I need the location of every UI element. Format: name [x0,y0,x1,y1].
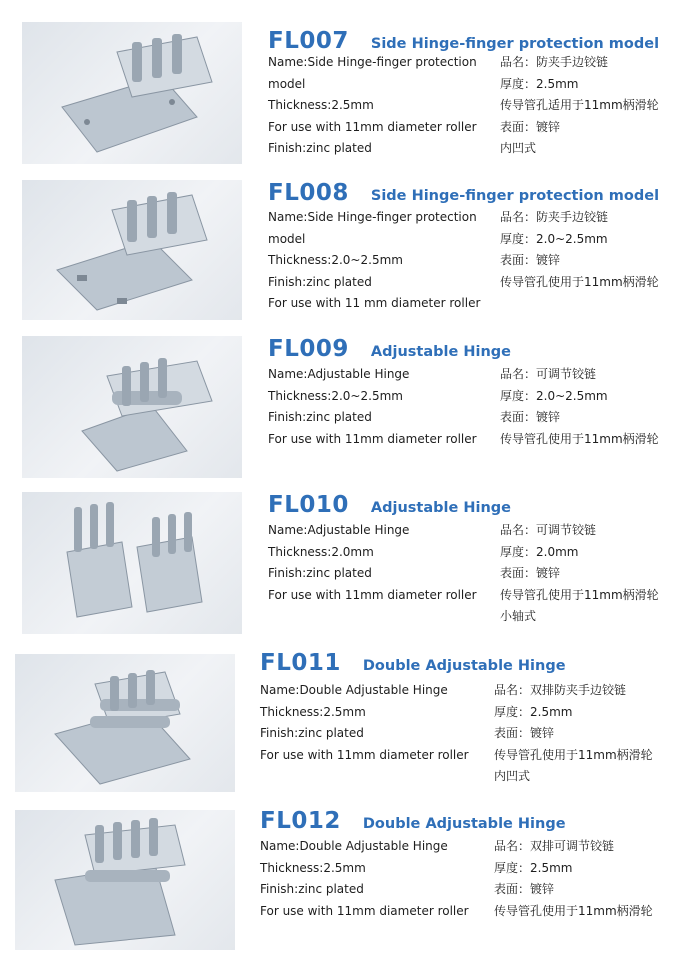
hinge-image [22,492,242,634]
product-title: Adjustable Hinge [370,344,512,360]
product-title: Double Adjustable Hinge [362,658,566,674]
spec-line: Name:Side Hinge-finger protection [268,210,477,224]
spec-line: 品名：防夹手边铰链 [500,210,609,224]
spec-line: For use with 11 mm diameter roller [268,296,481,310]
hinge-image [22,22,242,164]
spec-line: 表面：镀锌 [500,253,561,267]
spec-english [268,207,493,315]
spec-line: 厚度：2.0~2.5mm [500,231,608,246]
hinge-image [22,336,242,478]
product-photo [22,22,242,164]
product-code: FL009 [268,336,349,362]
spec-line: 小轴式 [500,609,537,623]
spec-line: Name:Adjustable Hinge [268,367,410,381]
product-code: FL010 [268,492,349,518]
product-title: Side Hinge-finger protection model [370,188,660,204]
hinge-image [15,654,235,792]
product-photo [22,180,242,320]
spec-line: For use with 11mm diameter roller [268,587,477,602]
spec-line: Finish:zinc plated [268,141,372,155]
spec-line: model [268,76,306,91]
spec-line: 传导管孔使用于11mm柄滑轮 [500,274,659,289]
spec-line: 传导管孔使用于11mm柄滑轮 [494,747,653,762]
spec-line: 品名：可调节铰链 [500,367,597,381]
spec-english [260,680,485,766]
spec-line: 内凹式 [494,769,531,783]
spec-line: 传导管孔使用于11mm柄滑轮 [494,903,653,918]
product-fl008 [0,170,700,320]
product-code: FL012 [260,808,341,834]
product-code: FL008 [268,180,349,206]
spec-chinese [494,680,653,788]
spec-line: 厚度：2.5mm [494,860,573,875]
spec-line: 传导管孔使用于11mm柄滑轮 [500,587,659,602]
spec-line: 品名：双排防夹手边铰链 [494,683,627,697]
spec-line: 品名：可调节铰链 [500,523,597,537]
spec-line: For use with 11mm diameter roller [260,747,469,762]
product-photo [15,810,235,950]
spec-line: Name:Side Hinge-finger protection [268,55,477,69]
spec-line: 表面：镀锌 [500,410,561,424]
spec-line: Finish:zinc plated [260,726,364,740]
spec-line: Thickness:2.5mm [260,860,366,875]
spec-line: Name:Double Adjustable Hinge [260,839,448,853]
spec-line: model [268,231,306,246]
product-fl010 [0,480,700,640]
spec-line: 品名：双排可调节铰链 [494,839,615,853]
spec-line: 品名：防夹手边铰链 [500,55,609,69]
spec-line: Finish:zinc plated [268,410,372,424]
spec-line: Name:Adjustable Hinge [268,523,410,537]
spec-line: Thickness:2.0~2.5mm [268,388,403,403]
product-title: Adjustable Hinge [370,500,512,516]
spec-line: 表面：镀锌 [500,119,561,134]
product-photo [22,492,242,634]
spec-line: 传导管孔使用于11mm柄滑轮 [500,431,659,446]
spec-english [268,52,493,160]
spec-line: 内凹式 [500,141,537,155]
product-fl007 [0,0,700,170]
spec-line: Thickness:2.5mm [260,704,366,719]
product-photo [15,654,235,792]
spec-line: For use with 11mm diameter roller [260,903,469,918]
spec-chinese [500,207,659,293]
spec-english [260,836,485,922]
product-fl011 [0,640,700,800]
hinge-image [22,180,242,320]
spec-english [268,364,493,450]
spec-line: For use with 11mm diameter roller [268,119,477,134]
product-title: Side Hinge-finger protection model [370,36,660,52]
spec-english [268,520,493,606]
spec-line: 表面：镀锌 [500,566,561,580]
spec-line: 厚度：2.0~2.5mm [500,388,608,403]
spec-line: Finish:zinc plated [260,882,364,896]
spec-line: 表面：镀锌 [494,882,555,896]
spec-line: Finish:zinc plated [268,274,372,289]
spec-line: For use with 11mm diameter roller [268,431,477,446]
spec-line: Thickness:2.0~2.5mm [268,253,403,267]
product-title: Double Adjustable Hinge [362,816,566,832]
product-code: FL011 [260,650,341,676]
hinge-image [15,810,235,950]
spec-line: Name:Double Adjustable Hinge [260,683,448,697]
spec-line: Thickness:2.5mm [268,98,374,112]
product-photo [22,336,242,478]
product-fl012 [0,800,700,957]
spec-chinese [494,836,653,922]
spec-line: 表面：镀锌 [494,726,555,740]
spec-line: 传导管孔适用于11mm柄滑轮 [500,98,659,112]
spec-line: 厚度：2.0mm [500,544,579,559]
spec-line: 厚度：2.5mm [500,76,579,91]
spec-line: 厚度：2.5mm [494,704,573,719]
product-code: FL007 [268,28,349,54]
spec-line: Finish:zinc plated [268,566,372,580]
spec-line: Thickness:2.0mm [268,544,374,559]
spec-chinese [500,52,659,160]
spec-chinese [500,364,659,450]
spec-chinese [500,520,659,628]
product-fl009 [0,320,700,480]
